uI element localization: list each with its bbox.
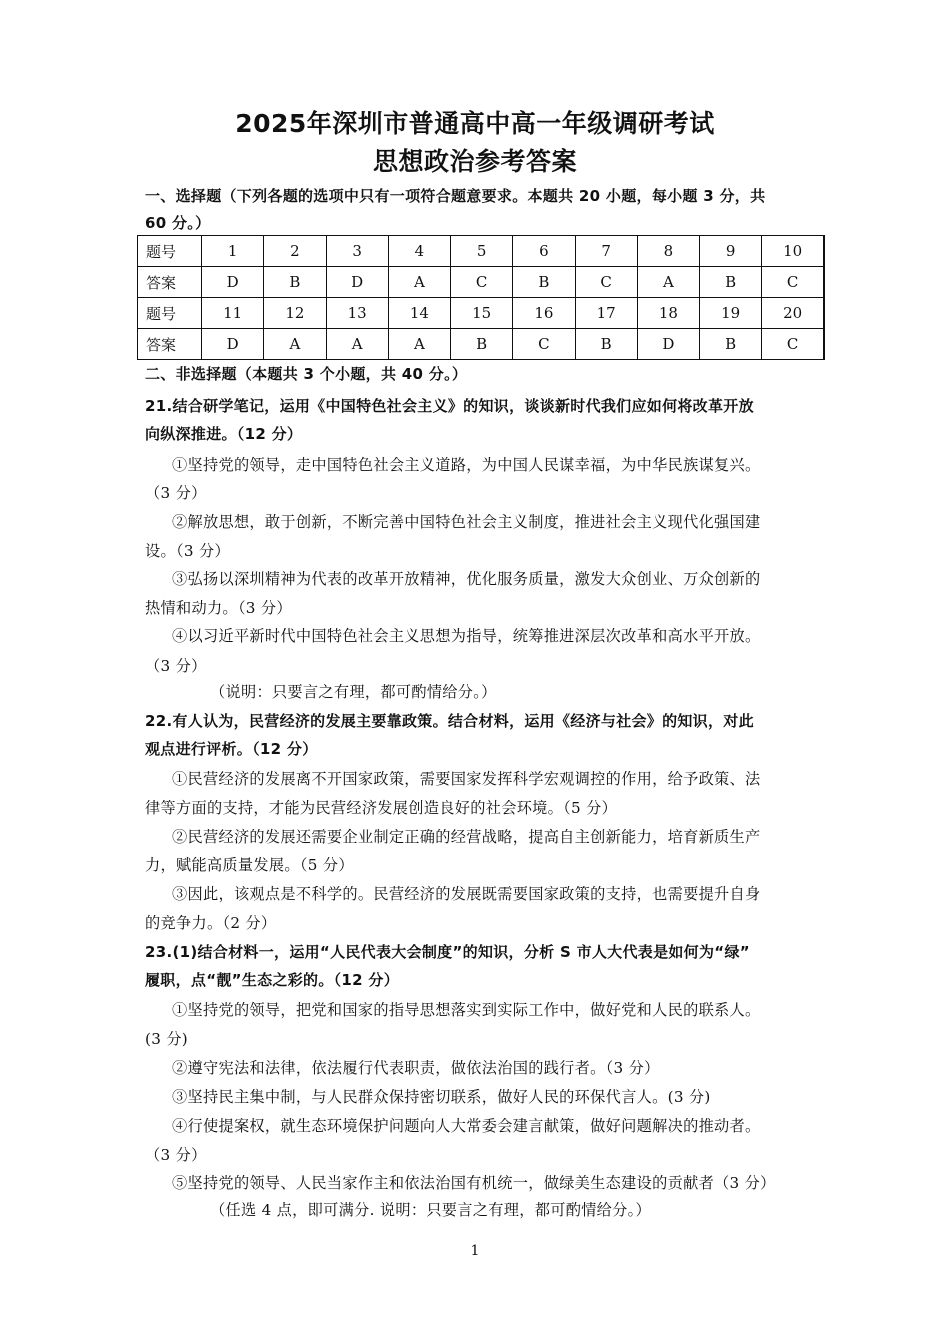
q21-note: （说明：只要言之有理，都可酌情给分。） — [210, 683, 497, 701]
question-number: 10 — [762, 236, 824, 267]
row-label: 答案 — [138, 329, 202, 360]
q21-prompt-cont: 向纵深推进。（12 分） — [145, 425, 303, 443]
question-number: 1 — [202, 236, 264, 267]
page-title: 2025年深圳市普通高中高一年级调研考试 — [235, 109, 715, 138]
q22-point-2: ②民营经济的发展还需要企业制定正确的经营战略，提高自主创新能力，培育新质生产 — [172, 828, 761, 846]
question-number: 9 — [700, 236, 762, 267]
q23-point-4: ④行使提案权，就生态环境保护问题向人大常委会建言献策，做好问题解决的推动者。 — [172, 1117, 761, 1135]
question-number: 6 — [513, 236, 575, 267]
answer-cell: B — [575, 329, 637, 360]
question-number: 12 — [264, 298, 326, 329]
page-subtitle: 思想政治参考答案 — [372, 147, 577, 176]
question-number: 7 — [575, 236, 637, 267]
question-number: 8 — [637, 236, 699, 267]
answer-cell: B — [700, 267, 762, 298]
answer-cell: D — [202, 329, 264, 360]
q23-note: （任选 4 点，即可满分. 说明：只要言之有理，都可酌情给分。） — [210, 1201, 652, 1219]
q21-point-3-cont: 热情和动力。（3 分） — [145, 599, 292, 617]
question-number: 13 — [326, 298, 388, 329]
q23-prompt: 23.(1)结合材料一，运用“人民代表大会制度”的知识，分析 S 市人大代表是如何为“绿” — [145, 943, 750, 961]
answer-cell: B — [700, 329, 762, 360]
q23-point-3: ③坚持民主集中制，与人民群众保持密切联系，做好人民的环保代言人。(3 分) — [172, 1088, 711, 1106]
q22-prompt-cont: 观点进行评析。（12 分） — [145, 740, 318, 758]
question-number: 20 — [762, 298, 824, 329]
question-number: 17 — [575, 298, 637, 329]
row-label: 题号 — [138, 298, 202, 329]
q23-point-4-cont: （3 分） — [145, 1146, 207, 1164]
question-number: 4 — [388, 236, 450, 267]
q21-prompt: 21.结合研学笔记，运用《中国特色社会主义》的知识，谈谈新时代我们应如何将改革开放 — [145, 397, 754, 415]
q22-point-3: ③因此，该观点是不科学的。民营经济的发展既需要国家政策的支持，也需要提升自身 — [172, 885, 761, 903]
answer-cell: C — [451, 267, 513, 298]
answer-cell: D — [202, 267, 264, 298]
row-label: 答案 — [138, 267, 202, 298]
q22-point-1: ①民营经济的发展离不开国家政策，需要国家发挥科学宏观调控的作用，给予政策、法 — [172, 770, 761, 788]
answer-cell: C — [575, 267, 637, 298]
question-number: 15 — [451, 298, 513, 329]
question-number: 14 — [388, 298, 450, 329]
q22-point-2-cont: 力，赋能高质量发展。（5 分） — [145, 856, 354, 874]
table-row — [138, 298, 825, 329]
q21-point-3: ③弘扬以深圳精神为代表的改革开放精神，优化服务质量，激发大众创业、万众创新的 — [172, 570, 761, 588]
row-label: 题号 — [138, 236, 202, 267]
q23-point-1-cont: (3 分) — [145, 1030, 189, 1048]
answer-cell: A — [637, 267, 699, 298]
q23-point-5: ⑤坚持党的领导、人民当家作主和依法治国有机统一，做绿美生态建设的贡献者（3 分） — [172, 1174, 776, 1192]
answer-cell: A — [264, 329, 326, 360]
q21-point-4-cont: （3 分） — [145, 657, 207, 675]
answer-cell: A — [388, 267, 450, 298]
q22-point-1-cont: 律等方面的支持，才能为民营经济发展创造良好的社会环境。（5 分） — [145, 799, 618, 817]
q21-point-2: ②解放思想，敢于创新，不断完善中国特色社会主义制度，推进社会主义现代化强国建 — [172, 513, 761, 531]
question-number: 18 — [637, 298, 699, 329]
q22-point-3-cont: 的竞争力。（2 分） — [145, 914, 277, 932]
q21-point-1-cont: （3 分） — [145, 484, 207, 502]
answer-cell: B — [264, 267, 326, 298]
q21-point-2-cont: 设。（3 分） — [145, 542, 230, 560]
q23-point-2: ②遵守宪法和法律，依法履行代表职责，做依法治国的践行者。（3 分） — [172, 1059, 660, 1077]
answer-cell: C — [762, 329, 824, 360]
q23-prompt-cont: 履职，点“靓”生态之彩的。（12 分） — [145, 971, 400, 989]
question-number: 5 — [451, 236, 513, 267]
answer-cell: D — [326, 267, 388, 298]
q21-point-4: ④以习近平新时代中国特色社会主义思想为指导，统筹推进深层次改革和高水平开放。 — [172, 627, 761, 645]
q23-point-1: ①坚持党的领导，把党和国家的指导思想落实到实际工作中，做好党和人民的联系人。 — [172, 1001, 761, 1019]
section2-heading: 二、非选择题（本题共 3 个小题，共 40 分。） — [145, 365, 468, 383]
question-number: 11 — [202, 298, 264, 329]
answer-cell: D — [637, 329, 699, 360]
section1-heading-cont: 60 分。） — [145, 214, 211, 232]
table-row — [138, 329, 825, 360]
answer-table — [137, 235, 825, 360]
section1-heading: 一、选择题（下列各题的选项中只有一项符合题意要求。本题共 20 小题，每小题 3 分，共 — [145, 187, 766, 205]
answer-cell: B — [451, 329, 513, 360]
answer-cell: C — [762, 267, 824, 298]
page-number: 1 — [470, 1243, 480, 1259]
answer-cell: B — [513, 267, 575, 298]
q22-prompt: 22.有人认为，民营经济的发展主要靠政策。结合材料，运用《经济与社会》的知识，对此 — [145, 712, 754, 730]
answer-cell: C — [513, 329, 575, 360]
table-row — [138, 267, 825, 298]
table-row — [138, 236, 825, 267]
question-number: 16 — [513, 298, 575, 329]
question-number: 2 — [264, 236, 326, 267]
answer-cell: A — [388, 329, 450, 360]
question-number: 3 — [326, 236, 388, 267]
question-number: 19 — [700, 298, 762, 329]
q21-point-1: ①坚持党的领导，走中国特色社会主义道路，为中国人民谋幸福，为中华民族谋复兴。 — [172, 456, 761, 474]
answer-cell: A — [326, 329, 388, 360]
